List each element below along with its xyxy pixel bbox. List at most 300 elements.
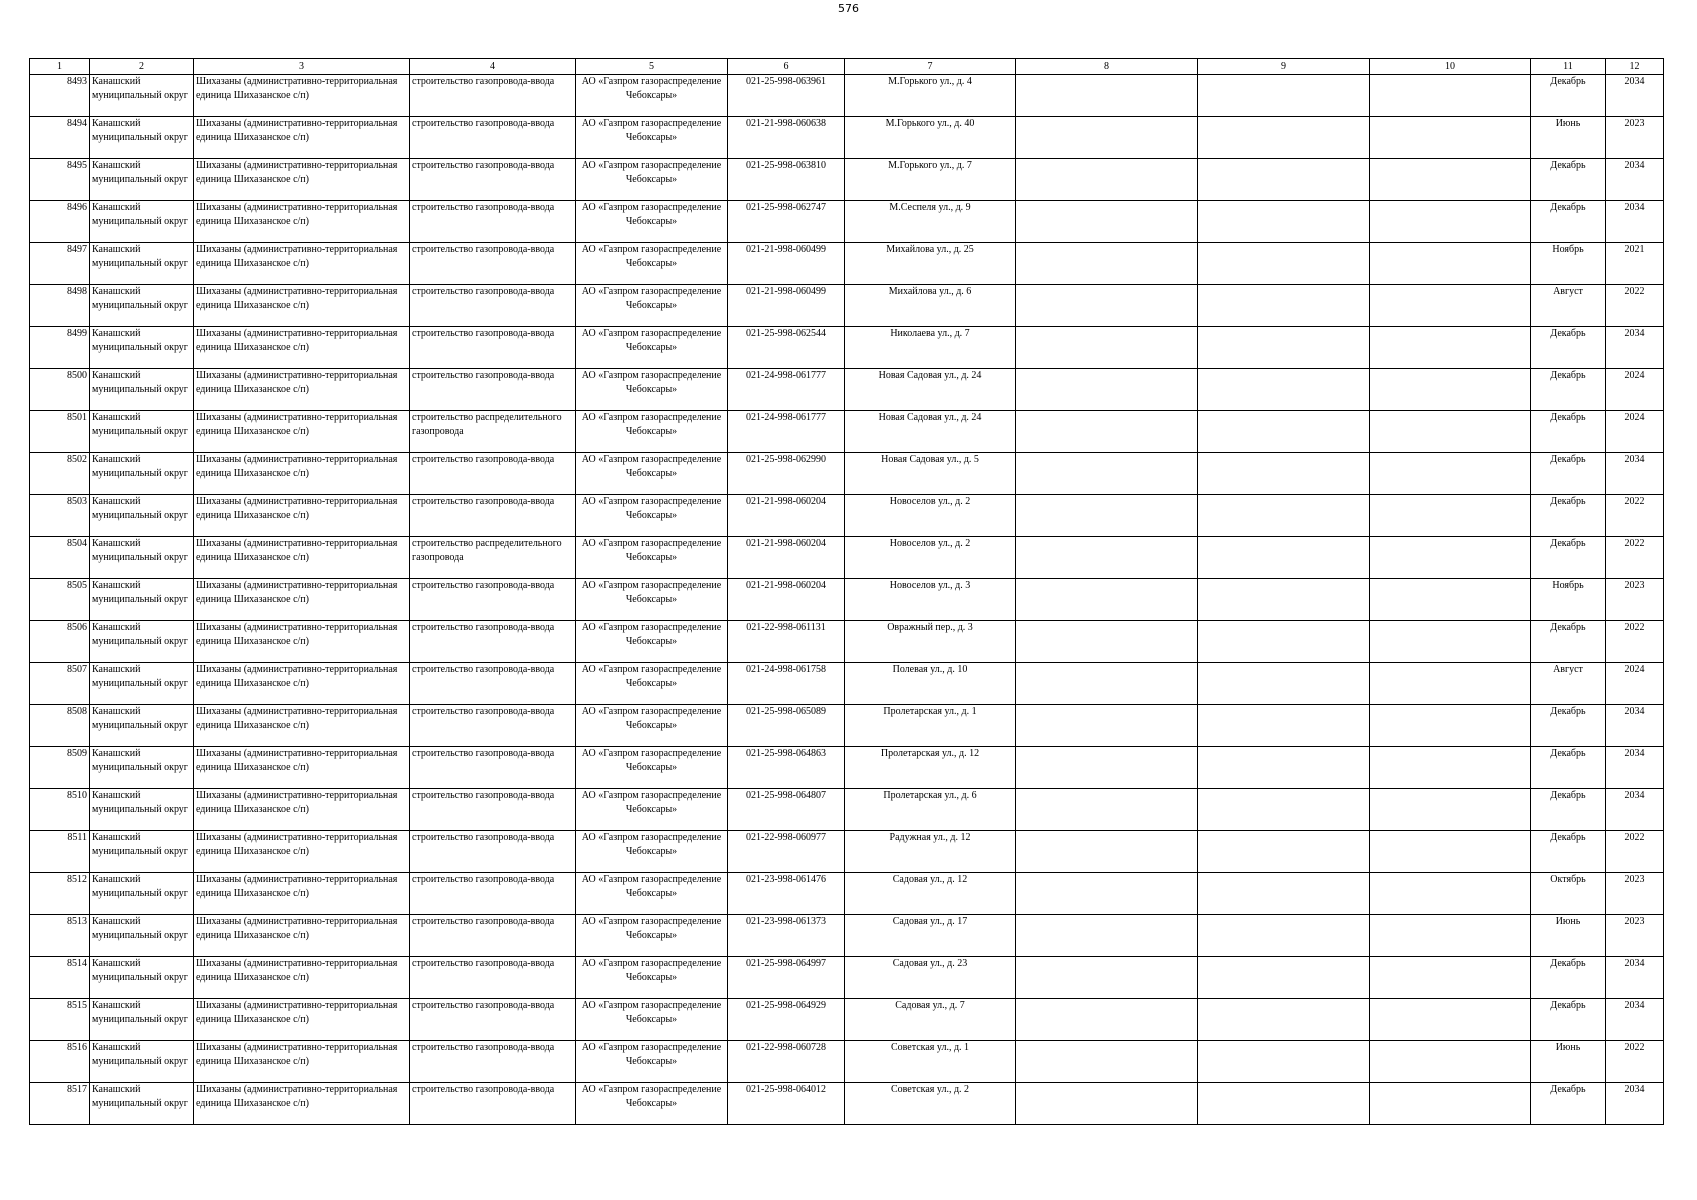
work-type-cell: строительство газопровода-ввода [410, 369, 576, 411]
code-cell: 021-21-998-060638 [728, 117, 845, 159]
settlement-cell: Шихазаны (административно-территориальная единица Шихазанское с/п) [194, 999, 410, 1041]
code-cell: 021-22-998-060977 [728, 831, 845, 873]
empty-cell [1016, 159, 1198, 201]
empty-cell [1198, 411, 1370, 453]
row-number-cell: 8493 [30, 75, 90, 117]
empty-cell [1198, 327, 1370, 369]
work-type-cell: строительство распределительного газопровода [410, 411, 576, 453]
month-cell: Июнь [1531, 117, 1606, 159]
settlement-cell: Шихазаны (административно-территориальная единица Шихазанское с/п) [194, 495, 410, 537]
empty-cell [1016, 705, 1198, 747]
address-cell: Советская ул., д. 2 [845, 1083, 1016, 1125]
row-number-cell: 8516 [30, 1041, 90, 1083]
code-cell: 021-21-998-060204 [728, 537, 845, 579]
year-cell: 2024 [1606, 663, 1664, 705]
column-header: 7 [845, 59, 1016, 75]
empty-cell [1016, 999, 1198, 1041]
row-number-cell: 8502 [30, 453, 90, 495]
column-header: 5 [576, 59, 728, 75]
year-cell: 2024 [1606, 369, 1664, 411]
address-cell: Новоселов ул., д. 2 [845, 495, 1016, 537]
table-row [30, 705, 1664, 747]
organization-cell: АО «Газпром газораспределение Чебоксары» [576, 957, 728, 999]
work-type-cell: строительство распределительного газопровода [410, 537, 576, 579]
row-number-cell: 8517 [30, 1083, 90, 1125]
empty-cell [1370, 1041, 1531, 1083]
page-number: 576 [838, 2, 859, 15]
district-cell: Канашский муниципальный округ [90, 327, 194, 369]
empty-cell [1370, 285, 1531, 327]
code-cell: 021-25-998-064997 [728, 957, 845, 999]
table-row [30, 117, 1664, 159]
row-number-cell: 8498 [30, 285, 90, 327]
address-cell: Пролетарская ул., д. 12 [845, 747, 1016, 789]
year-cell: 2022 [1606, 495, 1664, 537]
settlement-cell: Шихазаны (административно-территориальная единица Шихазанское с/п) [194, 621, 410, 663]
row-number-cell: 8494 [30, 117, 90, 159]
row-number-cell: 8495 [30, 159, 90, 201]
code-cell: 021-25-998-062747 [728, 201, 845, 243]
column-header: 6 [728, 59, 845, 75]
district-cell: Канашский муниципальный округ [90, 747, 194, 789]
address-cell: М.Горького ул., д. 7 [845, 159, 1016, 201]
address-cell: Новая Садовая ул., д. 24 [845, 411, 1016, 453]
district-cell: Канашский муниципальный округ [90, 243, 194, 285]
settlement-cell: Шихазаны (административно-территориальная единица Шихазанское с/п) [194, 243, 410, 285]
month-cell: Декабрь [1531, 201, 1606, 243]
empty-cell [1198, 999, 1370, 1041]
district-cell: Канашский муниципальный округ [90, 915, 194, 957]
empty-cell [1198, 789, 1370, 831]
row-number-cell: 8500 [30, 369, 90, 411]
address-cell: Пролетарская ул., д. 1 [845, 705, 1016, 747]
organization-cell: АО «Газпром газораспределение Чебоксары» [576, 999, 728, 1041]
empty-cell [1016, 915, 1198, 957]
settlement-cell: Шихазаны (административно-территориальная единица Шихазанское с/п) [194, 1083, 410, 1125]
column-header: 4 [410, 59, 576, 75]
code-cell: 021-24-998-061777 [728, 411, 845, 453]
table-row [30, 411, 1664, 453]
empty-cell [1370, 369, 1531, 411]
empty-cell [1198, 663, 1370, 705]
district-cell: Канашский муниципальный округ [90, 831, 194, 873]
table-header [30, 59, 1664, 75]
empty-cell [1016, 369, 1198, 411]
organization-cell: АО «Газпром газораспределение Чебоксары» [576, 1083, 728, 1125]
empty-cell [1016, 201, 1198, 243]
work-type-cell: строительство газопровода-ввода [410, 957, 576, 999]
table-row [30, 159, 1664, 201]
table-row [30, 453, 1664, 495]
empty-cell [1370, 159, 1531, 201]
table-row [30, 537, 1664, 579]
settlement-cell: Шихазаны (административно-территориальная единица Шихазанское с/п) [194, 705, 410, 747]
organization-cell: АО «Газпром газораспределение Чебоксары» [576, 75, 728, 117]
empty-cell [1198, 747, 1370, 789]
district-cell: Канашский муниципальный округ [90, 117, 194, 159]
organization-cell: АО «Газпром газораспределение Чебоксары» [576, 159, 728, 201]
organization-cell: АО «Газпром газораспределение Чебоксары» [576, 789, 728, 831]
empty-cell [1198, 831, 1370, 873]
month-cell: Декабрь [1531, 621, 1606, 663]
column-header: 12 [1606, 59, 1664, 75]
work-type-cell: строительство газопровода-ввода [410, 1041, 576, 1083]
address-cell: М.Горького ул., д. 40 [845, 117, 1016, 159]
organization-cell: АО «Газпром газораспределение Чебоксары» [576, 411, 728, 453]
empty-cell [1016, 117, 1198, 159]
month-cell: Декабрь [1531, 369, 1606, 411]
empty-cell [1016, 411, 1198, 453]
table-row [30, 369, 1664, 411]
table-row [30, 201, 1664, 243]
row-number-cell: 8512 [30, 873, 90, 915]
empty-cell [1198, 579, 1370, 621]
month-cell: Декабрь [1531, 999, 1606, 1041]
organization-cell: АО «Газпром газораспределение Чебоксары» [576, 537, 728, 579]
settlement-cell: Шихазаны (административно-территориальная единица Шихазанское с/п) [194, 873, 410, 915]
organization-cell: АО «Газпром газораспределение Чебоксары» [576, 747, 728, 789]
district-cell: Канашский муниципальный округ [90, 411, 194, 453]
organization-cell: АО «Газпром газораспределение Чебоксары» [576, 705, 728, 747]
settlement-cell: Шихазаны (административно-территориальная единица Шихазанское с/п) [194, 663, 410, 705]
year-cell: 2023 [1606, 873, 1664, 915]
address-cell: Советская ул., д. 1 [845, 1041, 1016, 1083]
year-cell: 2034 [1606, 789, 1664, 831]
table-row [30, 831, 1664, 873]
empty-cell [1370, 705, 1531, 747]
settlement-cell: Шихазаны (административно-территориальная единица Шихазанское с/п) [194, 117, 410, 159]
empty-cell [1370, 999, 1531, 1041]
table-row [30, 285, 1664, 327]
address-cell: Садовая ул., д. 7 [845, 999, 1016, 1041]
empty-cell [1016, 453, 1198, 495]
empty-cell [1016, 243, 1198, 285]
table-row [30, 873, 1664, 915]
work-type-cell: строительство газопровода-ввода [410, 159, 576, 201]
year-cell: 2034 [1606, 957, 1664, 999]
month-cell: Октябрь [1531, 873, 1606, 915]
district-cell: Канашский муниципальный округ [90, 75, 194, 117]
month-cell: Декабрь [1531, 159, 1606, 201]
organization-cell: АО «Газпром газораспределение Чебоксары» [576, 831, 728, 873]
empty-cell [1198, 705, 1370, 747]
organization-cell: АО «Газпром газораспределение Чебоксары» [576, 621, 728, 663]
empty-cell [1016, 831, 1198, 873]
work-type-cell: строительство газопровода-ввода [410, 579, 576, 621]
empty-cell [1370, 75, 1531, 117]
empty-cell [1198, 915, 1370, 957]
organization-cell: АО «Газпром газораспределение Чебоксары» [576, 285, 728, 327]
work-type-cell: строительство газопровода-ввода [410, 621, 576, 663]
empty-cell [1198, 957, 1370, 999]
empty-cell [1370, 873, 1531, 915]
empty-cell [1016, 1083, 1198, 1125]
settlement-cell: Шихазаны (административно-территориальная единица Шихазанское с/п) [194, 537, 410, 579]
column-header: 3 [194, 59, 410, 75]
address-cell: Садовая ул., д. 17 [845, 915, 1016, 957]
empty-cell [1016, 1041, 1198, 1083]
organization-cell: АО «Газпром газораспределение Чебоксары» [576, 243, 728, 285]
organization-cell: АО «Газпром газораспределение Чебоксары» [576, 201, 728, 243]
month-cell: Декабрь [1531, 411, 1606, 453]
work-type-cell: строительство газопровода-ввода [410, 453, 576, 495]
month-cell: Декабрь [1531, 1083, 1606, 1125]
empty-cell [1198, 285, 1370, 327]
address-cell: Пролетарская ул., д. 6 [845, 789, 1016, 831]
month-cell: Ноябрь [1531, 243, 1606, 285]
work-type-cell: строительство газопровода-ввода [410, 117, 576, 159]
row-number-cell: 8497 [30, 243, 90, 285]
address-cell: М.Горького ул., д. 4 [845, 75, 1016, 117]
month-cell: Декабрь [1531, 705, 1606, 747]
year-cell: 2022 [1606, 1041, 1664, 1083]
empty-cell [1198, 873, 1370, 915]
empty-cell [1198, 243, 1370, 285]
month-cell: Декабрь [1531, 831, 1606, 873]
address-cell: Новая Садовая ул., д. 24 [845, 369, 1016, 411]
code-cell: 021-25-998-064863 [728, 747, 845, 789]
code-cell: 021-24-998-061777 [728, 369, 845, 411]
empty-cell [1198, 621, 1370, 663]
year-cell: 2022 [1606, 831, 1664, 873]
district-cell: Канашский муниципальный округ [90, 621, 194, 663]
organization-cell: АО «Газпром газораспределение Чебоксары» [576, 117, 728, 159]
code-cell: 021-25-998-064929 [728, 999, 845, 1041]
code-cell: 021-25-998-065089 [728, 705, 845, 747]
empty-cell [1370, 411, 1531, 453]
district-cell: Канашский муниципальный округ [90, 663, 194, 705]
district-cell: Канашский муниципальный округ [90, 369, 194, 411]
settlement-cell: Шихазаны (административно-территориальная единица Шихазанское с/п) [194, 411, 410, 453]
month-cell: Декабрь [1531, 75, 1606, 117]
month-cell: Декабрь [1531, 747, 1606, 789]
table-row [30, 327, 1664, 369]
settlement-cell: Шихазаны (административно-территориальная единица Шихазанское с/п) [194, 369, 410, 411]
work-type-cell: строительство газопровода-ввода [410, 999, 576, 1041]
district-cell: Канашский муниципальный округ [90, 957, 194, 999]
empty-cell [1016, 621, 1198, 663]
year-cell: 2034 [1606, 999, 1664, 1041]
settlement-cell: Шихазаны (административно-территориальная единица Шихазанское с/п) [194, 1041, 410, 1083]
column-header: 8 [1016, 59, 1198, 75]
empty-cell [1198, 495, 1370, 537]
month-cell: Декабрь [1531, 957, 1606, 999]
table-row [30, 999, 1664, 1041]
code-cell: 021-25-998-062544 [728, 327, 845, 369]
year-cell: 2034 [1606, 75, 1664, 117]
code-cell: 021-24-998-061758 [728, 663, 845, 705]
code-cell: 021-21-998-060499 [728, 285, 845, 327]
year-cell: 2034 [1606, 159, 1664, 201]
settlement-cell: Шихазаны (административно-территориальная единица Шихазанское с/п) [194, 579, 410, 621]
table-row [30, 621, 1664, 663]
year-cell: 2021 [1606, 243, 1664, 285]
table-body [30, 75, 1664, 1125]
empty-cell [1198, 537, 1370, 579]
work-type-cell: строительство газопровода-ввода [410, 285, 576, 327]
row-number-cell: 8501 [30, 411, 90, 453]
work-type-cell: строительство газопровода-ввода [410, 789, 576, 831]
district-cell: Канашский муниципальный округ [90, 537, 194, 579]
table-row [30, 1041, 1664, 1083]
data-table [29, 58, 1664, 1125]
work-type-cell: строительство газопровода-ввода [410, 915, 576, 957]
address-cell: Михайлова ул., д. 25 [845, 243, 1016, 285]
settlement-cell: Шихазаны (административно-территориальная единица Шихазанское с/п) [194, 285, 410, 327]
year-cell: 2034 [1606, 453, 1664, 495]
column-header: 11 [1531, 59, 1606, 75]
row-number-cell: 8503 [30, 495, 90, 537]
code-cell: 021-22-998-060728 [728, 1041, 845, 1083]
organization-cell: АО «Газпром газораспределение Чебоксары» [576, 873, 728, 915]
row-number-cell: 8504 [30, 537, 90, 579]
work-type-cell: строительство газопровода-ввода [410, 243, 576, 285]
empty-cell [1198, 369, 1370, 411]
table-row [30, 663, 1664, 705]
year-cell: 2022 [1606, 285, 1664, 327]
organization-cell: АО «Газпром газораспределение Чебоксары» [576, 369, 728, 411]
month-cell: Декабрь [1531, 495, 1606, 537]
month-cell: Декабрь [1531, 453, 1606, 495]
empty-cell [1370, 915, 1531, 957]
table-row [30, 915, 1664, 957]
code-cell: 021-21-998-060204 [728, 495, 845, 537]
table-row [30, 243, 1664, 285]
empty-cell [1016, 537, 1198, 579]
table-row [30, 1083, 1664, 1125]
row-number-cell: 8509 [30, 747, 90, 789]
organization-cell: АО «Газпром газораспределение Чебоксары» [576, 327, 728, 369]
address-cell: Садовая ул., д. 12 [845, 873, 1016, 915]
month-cell: Август [1531, 285, 1606, 327]
year-cell: 2034 [1606, 705, 1664, 747]
empty-cell [1016, 285, 1198, 327]
district-cell: Канашский муниципальный округ [90, 999, 194, 1041]
address-cell: Овражный пер., д. 3 [845, 621, 1016, 663]
year-cell: 2034 [1606, 327, 1664, 369]
empty-cell [1016, 873, 1198, 915]
address-cell: Полевая ул., д. 10 [845, 663, 1016, 705]
organization-cell: АО «Газпром газораспределение Чебоксары» [576, 495, 728, 537]
code-cell: 021-25-998-063810 [728, 159, 845, 201]
empty-cell [1370, 453, 1531, 495]
month-cell: Июнь [1531, 915, 1606, 957]
address-cell: Новоселов ул., д. 3 [845, 579, 1016, 621]
empty-cell [1370, 789, 1531, 831]
district-cell: Канашский муниципальный округ [90, 495, 194, 537]
district-cell: Канашский муниципальный округ [90, 285, 194, 327]
table-row [30, 789, 1664, 831]
empty-cell [1016, 579, 1198, 621]
month-cell: Июнь [1531, 1041, 1606, 1083]
district-cell: Канашский муниципальный округ [90, 705, 194, 747]
year-cell: 2023 [1606, 915, 1664, 957]
work-type-cell: строительство газопровода-ввода [410, 873, 576, 915]
address-cell: Новая Садовая ул., д. 5 [845, 453, 1016, 495]
address-cell: М.Сеспеля ул., д. 9 [845, 201, 1016, 243]
row-number-cell: 8513 [30, 915, 90, 957]
empty-cell [1198, 1083, 1370, 1125]
organization-cell: АО «Газпром газораспределение Чебоксары» [576, 453, 728, 495]
code-cell: 021-23-998-061476 [728, 873, 845, 915]
code-cell: 021-23-998-061373 [728, 915, 845, 957]
address-cell: Садовая ул., д. 23 [845, 957, 1016, 999]
month-cell: Декабрь [1531, 789, 1606, 831]
work-type-cell: строительство газопровода-ввода [410, 705, 576, 747]
month-cell: Ноябрь [1531, 579, 1606, 621]
table-row [30, 75, 1664, 117]
empty-cell [1370, 663, 1531, 705]
empty-cell [1198, 159, 1370, 201]
year-cell: 2022 [1606, 537, 1664, 579]
empty-cell [1370, 117, 1531, 159]
work-type-cell: строительство газопровода-ввода [410, 495, 576, 537]
address-cell: Николаева ул., д. 7 [845, 327, 1016, 369]
row-number-cell: 8515 [30, 999, 90, 1041]
table-row [30, 579, 1664, 621]
organization-cell: АО «Газпром газораспределение Чебоксары» [576, 915, 728, 957]
district-cell: Канашский муниципальный округ [90, 159, 194, 201]
work-type-cell: строительство газопровода-ввода [410, 201, 576, 243]
settlement-cell: Шихазаны (административно-территориальная единица Шихазанское с/п) [194, 915, 410, 957]
district-cell: Канашский муниципальный округ [90, 579, 194, 621]
table-row [30, 747, 1664, 789]
code-cell: 021-25-998-063961 [728, 75, 845, 117]
row-number-cell: 8496 [30, 201, 90, 243]
empty-cell [1370, 579, 1531, 621]
address-cell: Новоселов ул., д. 2 [845, 537, 1016, 579]
table-row [30, 957, 1664, 999]
year-cell: 2023 [1606, 117, 1664, 159]
empty-cell [1198, 75, 1370, 117]
year-cell: 2034 [1606, 747, 1664, 789]
month-cell: Август [1531, 663, 1606, 705]
code-cell: 021-21-998-060204 [728, 579, 845, 621]
settlement-cell: Шихазаны (административно-территориальная единица Шихазанское с/п) [194, 201, 410, 243]
settlement-cell: Шихазаны (административно-территориальная единица Шихазанское с/п) [194, 747, 410, 789]
organization-cell: АО «Газпром газораспределение Чебоксары» [576, 1041, 728, 1083]
address-cell: Михайлова ул., д. 6 [845, 285, 1016, 327]
empty-cell [1370, 831, 1531, 873]
work-type-cell: строительство газопровода-ввода [410, 747, 576, 789]
row-number-cell: 8510 [30, 789, 90, 831]
year-cell: 2023 [1606, 579, 1664, 621]
code-cell: 021-21-998-060499 [728, 243, 845, 285]
year-cell: 2034 [1606, 1083, 1664, 1125]
code-cell: 021-25-998-062990 [728, 453, 845, 495]
work-type-cell: строительство газопровода-ввода [410, 1083, 576, 1125]
empty-cell [1370, 537, 1531, 579]
district-cell: Канашский муниципальный округ [90, 1041, 194, 1083]
row-number-cell: 8507 [30, 663, 90, 705]
empty-cell [1370, 1083, 1531, 1125]
column-header: 2 [90, 59, 194, 75]
empty-cell [1370, 747, 1531, 789]
year-cell: 2024 [1606, 411, 1664, 453]
empty-cell [1370, 201, 1531, 243]
empty-cell [1370, 621, 1531, 663]
column-header: 10 [1370, 59, 1531, 75]
row-number-cell: 8506 [30, 621, 90, 663]
empty-cell [1016, 747, 1198, 789]
work-type-cell: строительство газопровода-ввода [410, 663, 576, 705]
empty-cell [1198, 453, 1370, 495]
settlement-cell: Шихазаны (административно-территориальная единица Шихазанское с/п) [194, 831, 410, 873]
settlement-cell: Шихазаны (административно-территориальная единица Шихазанское с/п) [194, 453, 410, 495]
column-header: 9 [1198, 59, 1370, 75]
empty-cell [1016, 75, 1198, 117]
year-cell: 2034 [1606, 201, 1664, 243]
